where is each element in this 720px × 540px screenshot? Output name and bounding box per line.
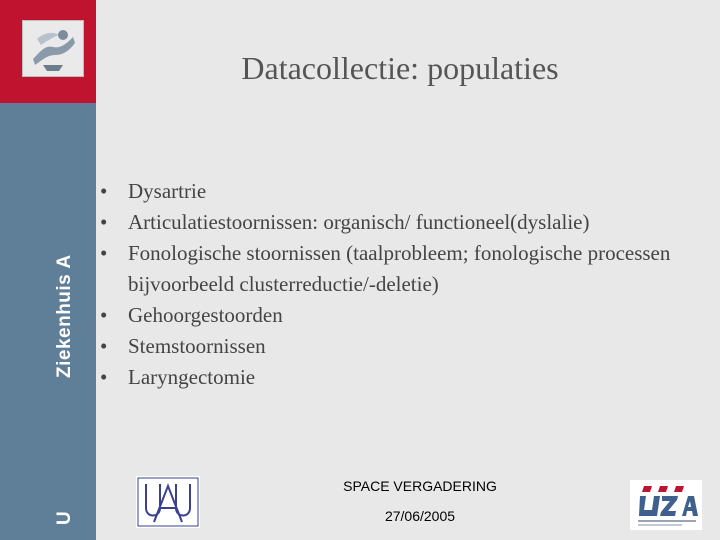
bullet-item: • Dysartrie: [100, 176, 700, 207]
bullet-item: • Fonologische stoornissen (taalprobleem; fonologische processen bijvoorbeeld clusterreductie/-deletie): [100, 238, 700, 300]
institution-logo-icon: [22, 20, 84, 77]
bullet-item: • Articulatiestoornissen: organisch/ functioneel(dyslalie): [100, 207, 700, 238]
meeting-name: SPACE VERGADERING: [343, 478, 497, 494]
sidebar-vertical-label: Ziekenhuis A: [54, 254, 75, 378]
university-antwerp-logo-icon: [136, 476, 200, 528]
uza-logo-icon: [630, 480, 702, 530]
slide-title: Datacollectie: populaties: [241, 50, 559, 86]
bullet-item: • Gehoorgestoorden: [100, 300, 700, 331]
sidebar: [0, 0, 96, 540]
bullet-list: [100, 176, 700, 393]
bullet-item: • Stemstoornissen: [100, 331, 700, 362]
bullet-item: • Laryngectomie: [100, 362, 700, 393]
sidebar-vertical-label-bottom: U: [54, 510, 75, 525]
meeting-date: 27/06/2005: [384, 508, 456, 524]
